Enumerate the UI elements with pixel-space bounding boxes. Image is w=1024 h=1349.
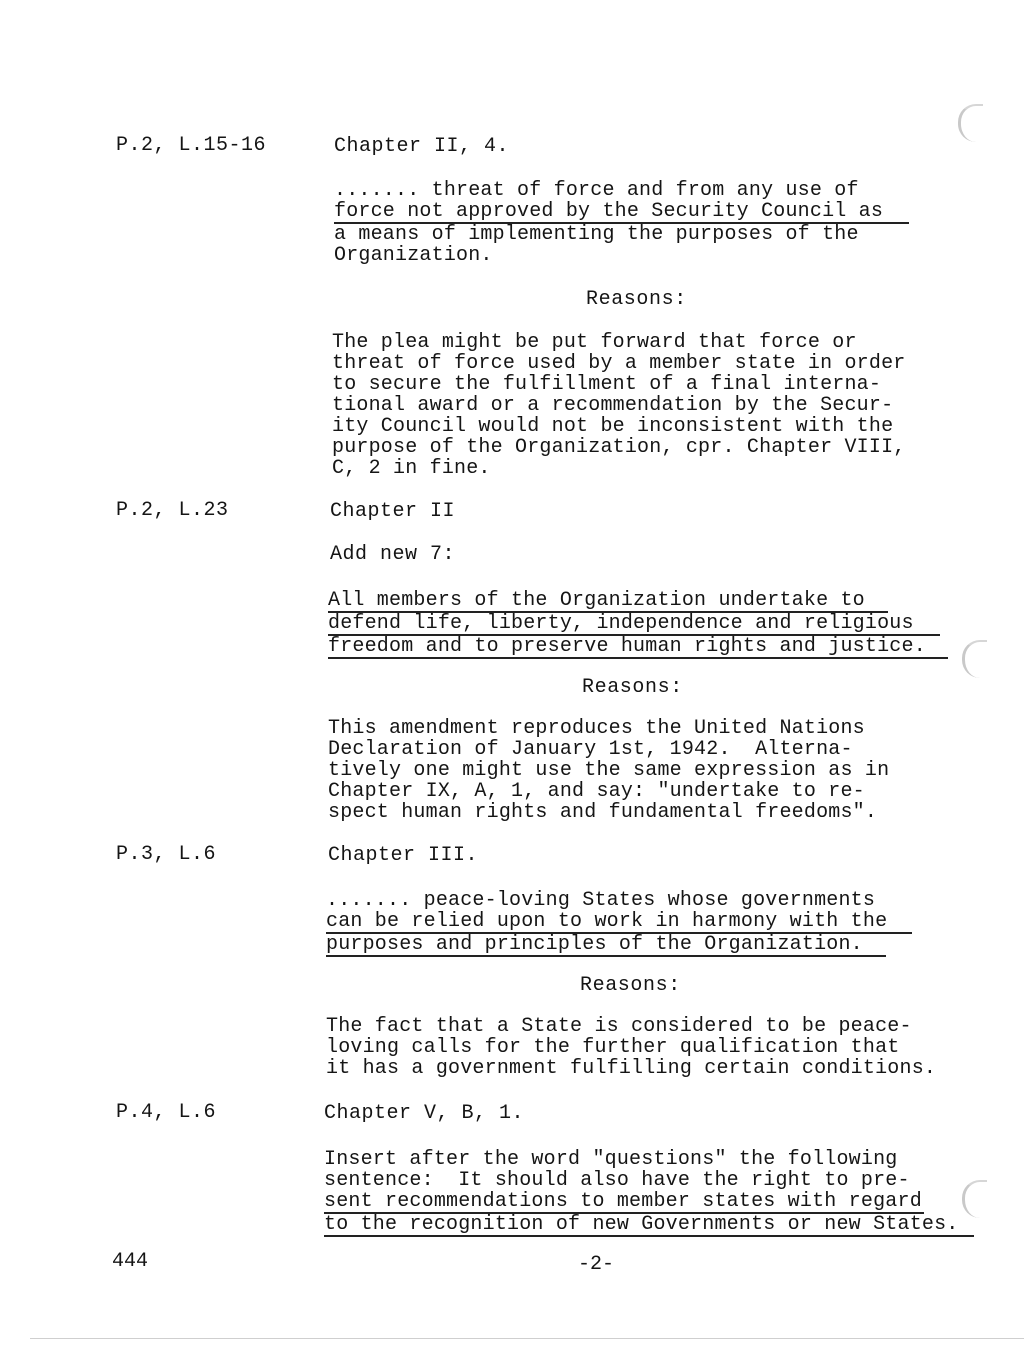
- text-line: ....... peace-loving States whose governments: [326, 889, 876, 912]
- page-line-reference: P.2, L.15-16: [116, 134, 267, 157]
- reasons-label: Reasons:: [580, 974, 681, 997]
- reasons-text: [332, 332, 906, 479]
- binding-hole-mark-icon: [962, 640, 987, 678]
- text-line: sentence: It should also have the right to pre-: [324, 1169, 910, 1192]
- text-line: This amendment reproduces the United Nations: [328, 717, 865, 740]
- reasons-label: Reasons:: [582, 676, 683, 699]
- text-line: can be relied upon to work in harmony with the: [326, 911, 912, 934]
- reasons-text: [328, 718, 889, 823]
- text-line: tional award or a recommendation by the Secur-: [332, 394, 894, 417]
- text-line: to secure the fulfillment of a final interna-: [332, 373, 882, 396]
- text-line: The fact that a State is considered to be peace-: [326, 1015, 912, 1038]
- text-line: purpose of the Organization, cpr. Chapter VIII,: [332, 436, 906, 459]
- page-line-reference: P.4, L.6: [116, 1101, 217, 1124]
- text-line: The plea might be put forward that force or: [332, 331, 857, 354]
- section-subheading: Add new 7:: [330, 543, 456, 566]
- text-line: a means of implementing the purposes of the: [334, 223, 859, 246]
- text-line: loving calls for the further qualification that: [326, 1036, 900, 1059]
- amendment-text: [326, 890, 912, 957]
- binding-hole-mark-icon: [958, 104, 983, 142]
- text-line: Declaration of January 1st, 1942. Alterna-: [328, 738, 853, 761]
- text-line: sent recommendations to member states with regard: [324, 1191, 924, 1214]
- text-line: purposes and principles of the Organization.: [326, 934, 886, 957]
- amendment-text: [334, 180, 909, 266]
- section-heading: Chapter II: [330, 500, 456, 523]
- text-line: threat of force used by a member state in order: [332, 352, 906, 375]
- page-line-reference: P.2, L.23: [116, 499, 229, 522]
- section-heading: Chapter III.: [328, 844, 479, 867]
- text-line: freedom and to preserve human rights and justice.: [328, 636, 948, 659]
- text-line: ity Council would not be inconsistent with the: [332, 415, 894, 438]
- text-line: All members of the Organization undertake to: [328, 590, 888, 613]
- text-line: it has a government fulfilling certain conditions.: [326, 1057, 937, 1080]
- page-number: -2-: [578, 1253, 615, 1276]
- text-line: ....... threat of force and from any use of: [334, 179, 859, 202]
- text-line: defend life, liberty, independence and religious: [328, 613, 940, 636]
- section-heading: Chapter V, B, 1.: [324, 1102, 525, 1125]
- text-line: Chapter IX, A, 1, and say: "undertake to re-: [328, 780, 865, 803]
- reasons-label: Reasons:: [586, 288, 687, 311]
- text-line: tively one might use the same expression as in: [328, 759, 890, 782]
- amendment-text: [328, 590, 948, 659]
- document-number: 444: [112, 1250, 149, 1273]
- text-line: C, 2 in fine.: [332, 457, 491, 480]
- text-line: spect human rights and fundamental freedoms".: [328, 801, 878, 824]
- page-line-reference: P.3, L.6: [116, 843, 217, 866]
- text-line: to the recognition of new Governments or new States.: [324, 1214, 974, 1237]
- text-line: force not approved by the Security Council as: [334, 201, 909, 224]
- amendment-text: [324, 1149, 974, 1237]
- text-line: Organization.: [334, 244, 493, 267]
- text-line: Insert after the word "questions" the following: [324, 1148, 898, 1171]
- reasons-text: [326, 1016, 936, 1079]
- page-edge-line: [30, 1338, 1024, 1339]
- section-heading: Chapter II, 4.: [334, 135, 510, 158]
